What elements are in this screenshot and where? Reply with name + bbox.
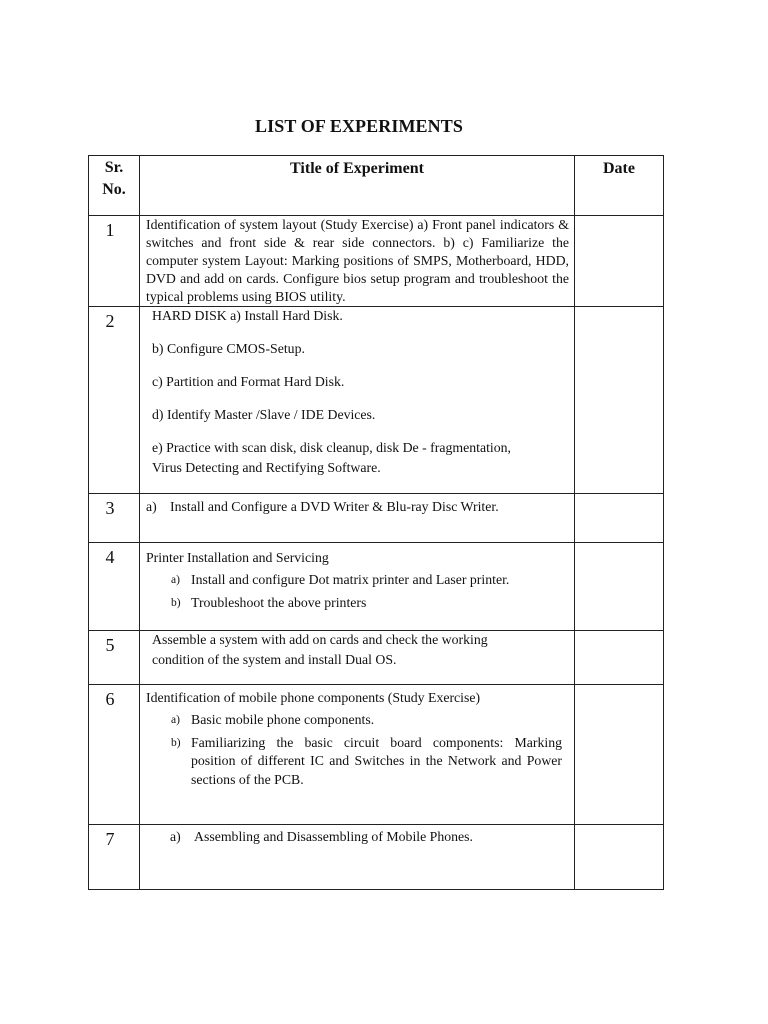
date-header: Date (575, 156, 664, 216)
list-item: a) Install and configure Dot matrix printer and Laser printer. (171, 572, 510, 587)
date-cell (575, 543, 664, 631)
table-row (89, 307, 664, 494)
page-title: LIST OF EXPERIMENTS (255, 116, 463, 136)
table-header-row (89, 156, 664, 216)
experiment-title: Assemble a system with add on cards and check the working condition of the system and install Dual OS. (140, 631, 575, 685)
date-cell (575, 216, 664, 307)
table-row (89, 631, 664, 685)
table-row (89, 825, 664, 890)
date-cell (575, 631, 664, 685)
table-row (89, 216, 664, 307)
row-number: 6 (89, 685, 140, 825)
date-cell (575, 825, 664, 890)
row-number: 7 (89, 825, 140, 890)
experiment-title: HARD DISK a) Install Hard Disk. b) Configure CMOS-Setup. c) Partition and Format Hard Disk. d) Identify Master /Slave / IDE Devices. e) Practice with scan disk, disk cleanup, disk De - fragmentation, Virus Detecting and Rectifying Software. (140, 307, 575, 494)
title-header: Title of Experiment (140, 156, 575, 216)
list-item: b) Familiarizing the basic circuit board components: Marking position of different IC and Switches in the Network and Power sections of the PCB. (171, 734, 562, 787)
experiment-title: a) Install and Configure a DVD Writer & Blu-ray Disc Writer. (140, 494, 575, 543)
table-row (89, 494, 664, 543)
row-number: 3 (89, 494, 140, 543)
table-row (89, 685, 664, 825)
date-cell (575, 307, 664, 494)
table-row (89, 543, 664, 631)
experiment-title: Identification of mobile phone components (Study Exercise) a) Basic mobile phone components. b) Familiarizing the basic circuit board components: Marking position of different IC and Switches in the Network and Power sections of the PCB. (140, 685, 575, 825)
row-number: 5 (89, 631, 140, 685)
list-item: a) Basic mobile phone components. (171, 712, 375, 727)
date-cell (575, 685, 664, 825)
experiments-table (88, 155, 664, 890)
row-number: 4 (89, 543, 140, 631)
experiment-title: Printer Installation and Servicing a) Install and configure Dot matrix printer and Laser printer. b) Troubleshoot the above printers (140, 543, 575, 631)
date-cell (575, 494, 664, 543)
row-number: 2 (89, 307, 140, 494)
experiment-title: Identification of system layout (Study Exercise) a) Front panel indicators & switches and front side & rear side connectors. b) c) Familiarize the computer system Layout: Marking positions of SMPS, Motherboard, HDD, DVD and add on cards. Configure bios setup program and troubleshoot the typical problems using BIOS utility. (140, 216, 575, 307)
list-item: b) Troubleshoot the above printers (171, 594, 367, 610)
experiment-title: a) Assembling and Disassembling of Mobile Phones. (140, 825, 575, 890)
row-number: 1 (89, 216, 140, 307)
sr-no-header: Sr. No. (89, 156, 140, 216)
